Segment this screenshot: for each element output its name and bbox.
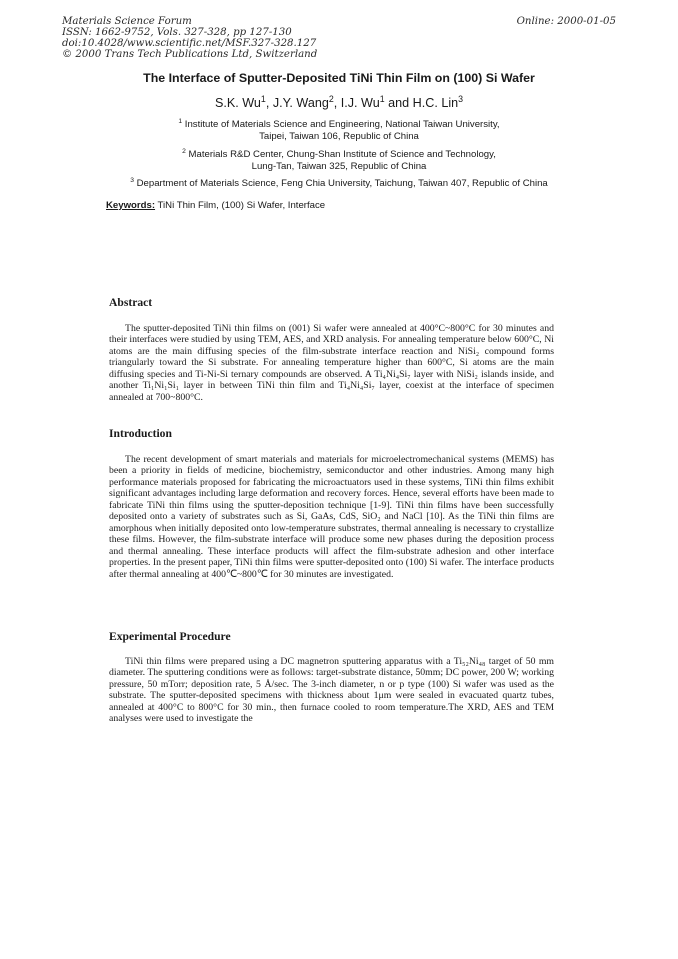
affiliation-line: Department of Materials Science, Feng Chia University, Taichung, Taiwan 407, Republic of China: [136, 178, 548, 189]
author-name: I.J. Wu: [340, 96, 380, 110]
affiliation-line: Institute of Materials Science and Engineering, National Taiwan University,: [184, 119, 500, 130]
affiliation-number: 2: [182, 147, 186, 155]
journal-name: Materials Science Forum: [62, 16, 192, 27]
author-name: J.Y. Wang: [272, 96, 329, 110]
author-affiliation-mark: 1: [379, 93, 385, 104]
journal-doi: doi:10.4028/www.scientific.net/MSF.327-328.127: [62, 38, 317, 49]
author-affiliation-mark: 1: [260, 93, 266, 104]
journal-issn: ISSN: 1662-9752, Vols. 327-328, pp 127-130: [62, 27, 292, 38]
abstract-heading: Abstract: [109, 296, 153, 309]
affiliation-number: 3: [130, 176, 134, 184]
affiliation-line: Lung-Tan, Taiwan 325, Republic of China: [251, 161, 427, 172]
author-affiliation-mark: 2: [328, 93, 334, 104]
keywords-text: TiNi Thin Film, (100) Si Wafer, Interface: [157, 200, 326, 211]
affiliation-line: Taipei, Taiwan 106, Republic of China: [259, 131, 419, 142]
author-list: [40, 93, 638, 110]
keywords-label: Keywords:: [106, 200, 156, 211]
keywords: [106, 200, 325, 211]
journal-header: [62, 16, 317, 60]
experimental-heading: Experimental Procedure: [109, 630, 231, 643]
affiliation-3: [40, 178, 638, 190]
online-date: Online: 2000-01-05: [516, 16, 616, 27]
abstract-body: [109, 323, 554, 403]
affiliation-2: [40, 149, 638, 173]
affiliation-number: 1: [178, 117, 183, 125]
author-separator: ,: [333, 96, 341, 110]
affiliation-1: [40, 119, 638, 143]
affiliation-line: Materials R&D Center, Chung-Shan Institute of Science and Technology,: [188, 149, 496, 160]
author-name: H.C. Lin: [412, 96, 459, 110]
paper-title: The Interface of Sputter-Deposited TiNi Thin Film on (100) Si Wafer: [143, 71, 535, 85]
experimental-body: [109, 656, 554, 725]
author-affiliation-mark: 3: [458, 93, 464, 104]
author-separator: and: [384, 96, 413, 110]
author-name: S.K. Wu: [214, 96, 261, 110]
abstract-text: The sputter-deposited TiNi thin films on (001) Si wafer were annealed at 400°C~800°C for 30 minutes and their interfaces were studied by using TEM, AES, and XRD analysis. For annealing temperature below 600°C, Ni atoms are the main diffusing species of the film-substrate interface reaction and NiSi₂ compound forms triangularly toward the Si substrate. For annealing temperature higher than 600°C, Si atoms are the main diffusing species and Ti-Ni-Si ternary compounds are observed. A Ti₄Ni₄Si₇ layer with NiSi₂ islands inside, and another Ti₁Ni₁Si₁ layer in between TiNi thin film and Ti₄Ni₄Si₇ layer, coexist at the interface of specimen annealed at 700~800°C.: [109, 323, 554, 403]
journal-copyright: © 2000 Trans Tech Publications Ltd, Switzerland: [62, 49, 318, 60]
author-separator: ,: [265, 96, 273, 110]
experimental-text: TiNi thin films were prepared using a DC magnetron sputtering apparatus with a Ti₅₂Ni₄₈ target of 50 mm diameter. The sputtering conditions were as follows: target-substrate distance, 50mm; DC power, 200 W; working pressure, 50 mTorr; deposition rate, 5 Å/sec. The 3-inch diameter, n or p type (100) Si wafer was used as the substrate. The sputter-deposited specimens with thickness about 1μm were sealed in evacuated quartz tubes, annealed at 400°C to 800°C for 30 min., then furnace cooled to room temperature.The XRD, AES and TEM analyses were used to investigate the: [109, 656, 554, 725]
introduction-heading: Introduction: [109, 427, 172, 440]
introduction-body: [109, 454, 554, 580]
introduction-text: The recent development of smart materials and materials for microelectromechanical systems (MEMS) has been a priority in fields of medicine, biochemistry, semiconductor and other industries. Among many high performance materials proposed for fabricating the microactuators used in these systems, TiNi thin films exhibit significant advantages including large deformation and recovery forces. Hence, several efforts have been made to fabricate TiNi thin films using the sputter-deposition technique [1-9]. TiNi thin films have been successfully deposited onto a variety of substrates such as Si, GaAs, CdS, SiO₂ and NaCl [10]. As the TiNi thin films are amorphous when initially deposited onto low-temperature substrates, thermal annealing is necessary to crystallize these films. However, the film-substrate interface will produce some new phases during the deposition process and thermal annealing. These interface products will affect the film-substrate adhesion and other interface properties. In the present paper, TiNi thin films were sputter-deposited onto (100) Si wafer. The interface products after thermal annealing at 400℃~800℃ for 30 minutes are investigated.: [109, 454, 554, 580]
